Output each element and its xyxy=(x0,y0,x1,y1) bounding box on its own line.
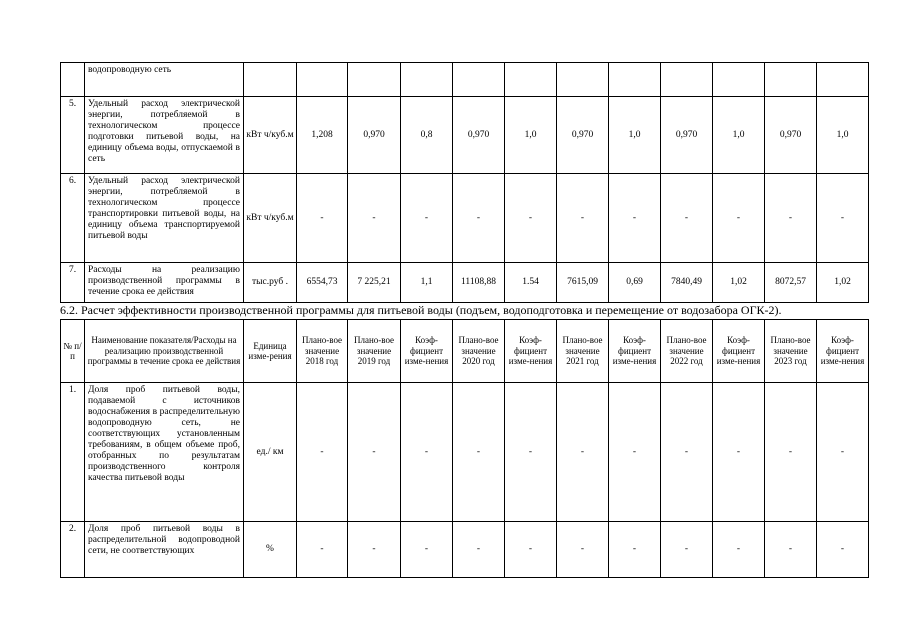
value-cell xyxy=(297,63,348,97)
unit-cell: ед./ км xyxy=(244,383,297,522)
indicator-name: Доля проб питьевой воды в распределительной водопроводной сети, не соответствующих xyxy=(85,522,244,578)
value-cell: - xyxy=(817,522,869,578)
table-row xyxy=(61,174,869,263)
table-efficiency xyxy=(60,319,869,578)
value-cell: - xyxy=(765,383,817,522)
value-cell xyxy=(713,63,765,97)
column-header: Наименование показателя/Расходы на реализацию производственной программы в течение срока ее действия xyxy=(85,320,244,383)
value-cell: 1,0 xyxy=(609,97,661,174)
value-cell xyxy=(661,63,713,97)
value-cell: - xyxy=(401,383,453,522)
column-header: Коэф-фициент изме-нения xyxy=(505,320,557,383)
unit-cell: % xyxy=(244,522,297,578)
value-cell: - xyxy=(661,174,713,263)
value-cell: 0,970 xyxy=(661,97,713,174)
value-cell: 7840,49 xyxy=(661,263,713,303)
value-cell: - xyxy=(453,522,505,578)
value-cell: - xyxy=(713,522,765,578)
value-cell: 0,970 xyxy=(557,97,609,174)
row-number: 2. xyxy=(61,522,85,578)
value-cell: 7 225,21 xyxy=(348,263,401,303)
value-cell: - xyxy=(453,383,505,522)
value-cell: 1,02 xyxy=(817,263,869,303)
value-cell: 1,02 xyxy=(713,263,765,303)
value-cell: 0,69 xyxy=(609,263,661,303)
indicator-name: Расходы на реализацию производственной программы в течение срока ее действия xyxy=(85,263,244,303)
row-number: 6. xyxy=(61,174,85,263)
column-header: Коэф-фициент изме-нения xyxy=(817,320,869,383)
indicator-name: Удельный расход электрической энергии, потребляемой в технологическом процессе транспортировки питьевой воды, на единицу объема транспортируемой питьевой воды xyxy=(85,174,244,263)
value-cell: - xyxy=(609,174,661,263)
value-cell: 0,970 xyxy=(453,97,505,174)
value-cell: 7615,09 xyxy=(557,263,609,303)
value-cell: - xyxy=(348,383,401,522)
row-number: 7. xyxy=(61,263,85,303)
value-cell: - xyxy=(661,522,713,578)
value-cell: - xyxy=(713,383,765,522)
row-number xyxy=(61,63,85,97)
value-cell: - xyxy=(505,174,557,263)
indicator-name: Доля проб питьевой воды, подаваемой с источников водоснабжения в распределительную водопроводную сеть, не соответствующих установленным требованиям, в общем объеме проб, отобранных по результатам производственного контроля качества питьевой воды xyxy=(85,383,244,522)
column-header: Плано-вое значение 2022 год xyxy=(661,320,713,383)
section-caption: 6.2. Расчет эффективности производственной программы для питьевой воды (подъем, водоподготовка и перемещение от водозабора ОГК-2). xyxy=(60,303,782,317)
table-electricity-costs xyxy=(60,62,869,303)
unit-cell: тыс.руб . xyxy=(244,263,297,303)
value-cell: 1,0 xyxy=(817,97,869,174)
value-cell: 1,1 xyxy=(401,263,453,303)
value-cell: - xyxy=(401,174,453,263)
column-header: Плано-вое значение 2020 год xyxy=(453,320,505,383)
value-cell: - xyxy=(713,174,765,263)
table-row xyxy=(61,383,869,522)
value-cell: - xyxy=(505,522,557,578)
value-cell xyxy=(609,63,661,97)
value-cell: - xyxy=(661,383,713,522)
value-cell: - xyxy=(401,522,453,578)
column-header: Коэф-фициент изме-нения xyxy=(401,320,453,383)
value-cell xyxy=(765,63,817,97)
indicator-name: водопроводную сеть xyxy=(85,63,244,97)
column-header: Коэф-фициент изме-нения xyxy=(609,320,661,383)
unit-cell xyxy=(244,63,297,97)
value-cell: 0,970 xyxy=(348,97,401,174)
table-row xyxy=(61,263,869,303)
indicator-name: Удельный расход электрической энергии, потребляемой в технологическом процессе подготовки питьевой воды, на единицу объема воды, отпускаемой в сеть xyxy=(85,97,244,174)
value-cell: - xyxy=(765,522,817,578)
value-cell: - xyxy=(453,174,505,263)
value-cell: - xyxy=(557,383,609,522)
unit-cell: кВт ч/куб.м xyxy=(244,174,297,263)
value-cell: 6554,73 xyxy=(297,263,348,303)
value-cell xyxy=(401,63,453,97)
table-row xyxy=(61,63,869,97)
column-header: Коэф-фициент изме-нения xyxy=(713,320,765,383)
value-cell: 1.54 xyxy=(505,263,557,303)
table-row xyxy=(61,522,869,578)
column-header: Плано-вое значение 2019 год xyxy=(348,320,401,383)
column-header: Единица изме-рения xyxy=(244,320,297,383)
column-header: Плано-вое значение 2018 год xyxy=(297,320,348,383)
row-number: 5. xyxy=(61,97,85,174)
value-cell: 11108,88 xyxy=(453,263,505,303)
value-cell: - xyxy=(557,522,609,578)
value-cell: 0,970 xyxy=(765,97,817,174)
value-cell: - xyxy=(817,383,869,522)
value-cell: - xyxy=(297,522,348,578)
value-cell: - xyxy=(505,383,557,522)
table-header-row xyxy=(61,320,869,383)
value-cell xyxy=(348,63,401,97)
value-cell xyxy=(557,63,609,97)
value-cell: - xyxy=(297,174,348,263)
value-cell: - xyxy=(817,174,869,263)
column-header: Плано-вое значение 2021 год xyxy=(557,320,609,383)
column-header: № п/п xyxy=(61,320,85,383)
row-number: 1. xyxy=(61,383,85,522)
value-cell: - xyxy=(609,383,661,522)
value-cell: - xyxy=(765,174,817,263)
value-cell: 1,208 xyxy=(297,97,348,174)
value-cell xyxy=(817,63,869,97)
unit-cell: кВт ч/куб.м xyxy=(244,97,297,174)
value-cell: 1,0 xyxy=(505,97,557,174)
table-row xyxy=(61,97,869,174)
value-cell: - xyxy=(557,174,609,263)
value-cell: - xyxy=(297,383,348,522)
value-cell: - xyxy=(348,522,401,578)
value-cell xyxy=(453,63,505,97)
value-cell xyxy=(505,63,557,97)
value-cell: 0,8 xyxy=(401,97,453,174)
column-header: Плано-вое значение 2023 год xyxy=(765,320,817,383)
value-cell: - xyxy=(609,522,661,578)
value-cell: - xyxy=(348,174,401,263)
value-cell: 8072,57 xyxy=(765,263,817,303)
value-cell: 1,0 xyxy=(713,97,765,174)
